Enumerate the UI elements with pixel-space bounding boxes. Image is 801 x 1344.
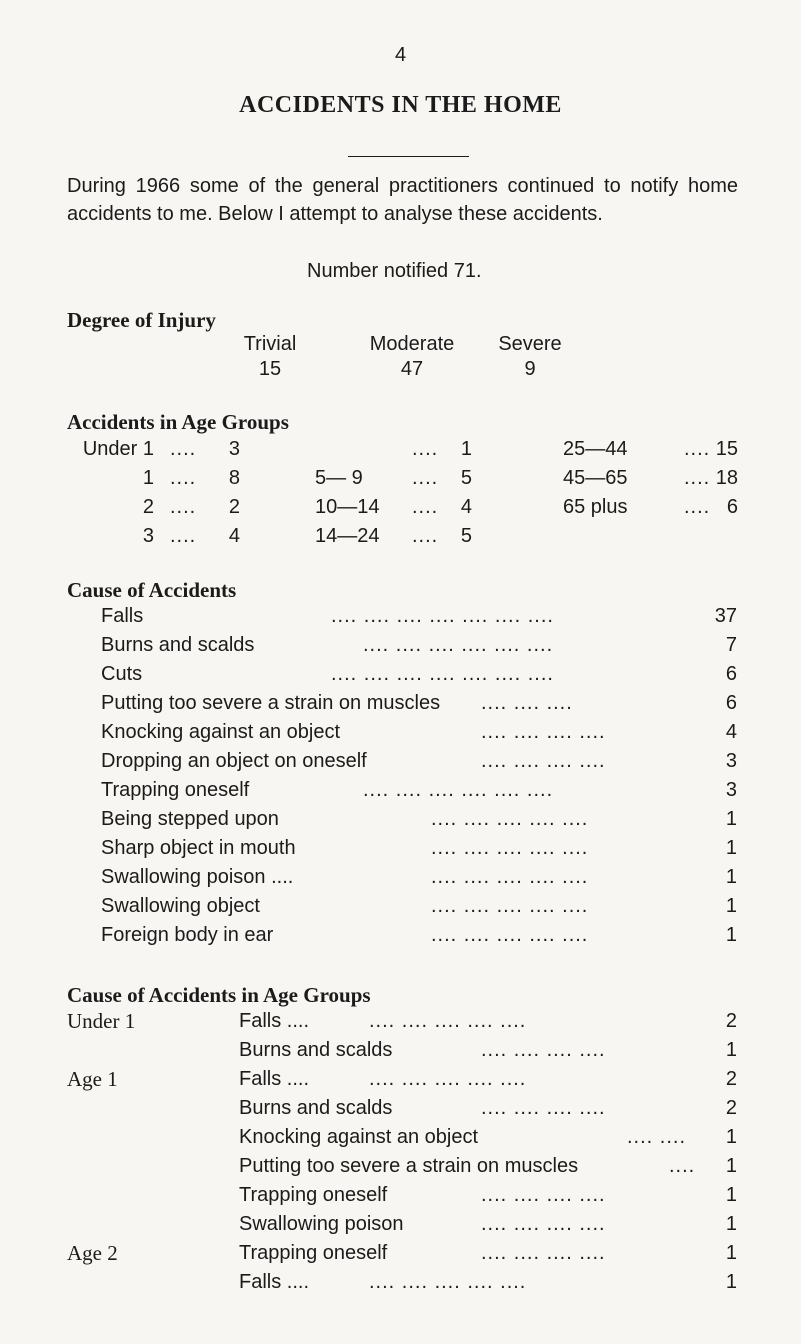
age-group-label: Age 1 bbox=[67, 1067, 118, 1091]
cause-value: 1 bbox=[725, 895, 737, 917]
age-cause-value: 1 bbox=[725, 1271, 737, 1293]
degree-trivial-value: 15 bbox=[258, 358, 282, 380]
degree-severe-label: Severe bbox=[498, 333, 562, 355]
age-cause-row bbox=[239, 1039, 737, 1067]
age-cause-value: 1 bbox=[725, 1155, 737, 1177]
age-cause-value: 1 bbox=[725, 1242, 737, 1264]
age-cause-dots: .... .... .... .... .... bbox=[369, 1271, 527, 1293]
number-notified: Number notified 71. bbox=[307, 260, 482, 282]
cause-label: Swallowing poison .... bbox=[101, 866, 294, 888]
degree-heading: Degree of Injury bbox=[67, 308, 216, 332]
age-cause-dots: .... bbox=[669, 1155, 696, 1177]
degree-trivial-label: Trivial bbox=[243, 333, 297, 355]
age-cause-label: Swallowing poison bbox=[239, 1213, 404, 1235]
cause-dots: .... .... .... .... .... bbox=[431, 866, 589, 888]
age-label: 25—44 bbox=[563, 438, 628, 460]
age-label: 45—65 bbox=[563, 467, 628, 489]
cause-value: 7 bbox=[725, 634, 737, 656]
age-label: 10—14 bbox=[315, 496, 380, 518]
age-cause-value: 2 bbox=[725, 1097, 737, 1119]
age-value: 3 bbox=[228, 438, 240, 460]
age-value: 1 bbox=[460, 438, 472, 460]
cause-row bbox=[101, 779, 737, 807]
cause-value: 37 bbox=[714, 605, 737, 627]
degree-moderate-label: Moderate bbox=[369, 333, 455, 355]
cause-dots: .... .... .... .... bbox=[481, 750, 606, 772]
age-cause-row bbox=[239, 1068, 737, 1096]
age-cause-label: Trapping oneself bbox=[239, 1184, 388, 1206]
cause-label: Dropping an object on oneself bbox=[101, 750, 367, 772]
age-value: 18 bbox=[715, 467, 738, 489]
cause-dots: .... .... .... .... .... bbox=[431, 837, 589, 859]
cause-row bbox=[101, 808, 737, 836]
cause-row bbox=[101, 924, 737, 952]
age-label: 1 bbox=[142, 467, 154, 489]
cause-label: Swallowing object bbox=[101, 895, 260, 917]
cause-row bbox=[101, 634, 737, 662]
age-cause-row bbox=[239, 1213, 737, 1241]
age-cause-dots: .... .... .... .... bbox=[481, 1097, 606, 1119]
cause-row bbox=[101, 663, 737, 691]
causes-by-age-heading: Cause of Accidents in Age Groups bbox=[67, 983, 371, 1007]
age-dots: .... bbox=[170, 438, 197, 460]
age-cause-label: Putting too severe a strain on muscles bbox=[239, 1155, 579, 1177]
age-cause-row bbox=[239, 1010, 737, 1038]
page-number: 4 bbox=[394, 44, 407, 66]
age-cause-dots: .... .... .... .... bbox=[481, 1184, 606, 1206]
age-dots: .... bbox=[684, 438, 711, 460]
cause-value: 1 bbox=[725, 924, 737, 946]
age-cause-value: 1 bbox=[725, 1039, 737, 1061]
cause-dots: .... .... .... .... .... bbox=[431, 895, 589, 917]
age-cause-row bbox=[239, 1097, 737, 1125]
cause-value: 3 bbox=[725, 750, 737, 772]
cause-label: Knocking against an object bbox=[101, 721, 341, 743]
age-cause-label: Knocking against an object bbox=[239, 1126, 479, 1148]
cause-dots: .... .... .... .... .... bbox=[431, 808, 589, 830]
cause-dots: .... .... .... .... bbox=[481, 721, 606, 743]
age-label: 65 plus bbox=[563, 496, 628, 518]
cause-label: Cuts bbox=[101, 663, 143, 685]
age-cause-row bbox=[239, 1126, 737, 1154]
age-label: 14—24 bbox=[315, 525, 380, 547]
age-label: 3 bbox=[142, 525, 154, 547]
age-cause-value: 2 bbox=[725, 1010, 737, 1032]
cause-row bbox=[101, 895, 737, 923]
age-dots: .... bbox=[170, 467, 197, 489]
age-label: Under 1 bbox=[82, 438, 154, 460]
cause-label: Burns and scalds bbox=[101, 634, 255, 656]
age-value: 2 bbox=[228, 496, 240, 518]
page-title: ACCIDENTS IN THE HOME bbox=[239, 92, 562, 118]
cause-row bbox=[101, 721, 737, 749]
age-cause-dots: .... .... .... .... bbox=[481, 1242, 606, 1264]
cause-row bbox=[101, 692, 737, 720]
cause-row bbox=[101, 866, 737, 894]
age-value: 8 bbox=[228, 467, 240, 489]
age-cause-row bbox=[239, 1271, 737, 1299]
cause-row bbox=[101, 605, 737, 633]
cause-dots: .... .... .... .... .... .... bbox=[363, 634, 554, 656]
age-value: 4 bbox=[460, 496, 472, 518]
causes-heading: Cause of Accidents bbox=[67, 578, 237, 602]
age-cause-value: 1 bbox=[725, 1213, 737, 1235]
cause-label: Trapping oneself bbox=[101, 779, 250, 801]
age-dots: .... bbox=[684, 467, 711, 489]
cause-value: 6 bbox=[725, 692, 737, 714]
age-dots: .... bbox=[170, 496, 197, 518]
age-group-label: Under 1 bbox=[67, 1009, 136, 1033]
age-dots: .... bbox=[170, 525, 197, 547]
cause-value: 6 bbox=[725, 663, 737, 685]
age-groups-heading: Accidents in Age Groups bbox=[67, 410, 289, 434]
age-group-label: Age 2 bbox=[67, 1241, 118, 1265]
age-value: 15 bbox=[715, 438, 738, 460]
degree-moderate-value: 47 bbox=[400, 358, 424, 380]
cause-dots: .... .... .... bbox=[481, 692, 573, 714]
cause-label: Falls bbox=[101, 605, 144, 627]
cause-value: 4 bbox=[725, 721, 737, 743]
age-cause-row bbox=[239, 1155, 737, 1183]
age-cause-row bbox=[239, 1242, 737, 1270]
intro-paragraph: During 1966 some of the general practitioners continued to notify home accidents to me. Below I attempt to analyse these accidents. bbox=[67, 175, 738, 225]
age-cause-row bbox=[239, 1184, 737, 1212]
cause-value: 3 bbox=[725, 779, 737, 801]
age-cause-label: Falls .... bbox=[239, 1068, 310, 1090]
age-cause-dots: .... .... .... .... bbox=[481, 1213, 606, 1235]
age-cause-dots: .... .... .... .... .... bbox=[369, 1068, 527, 1090]
age-cause-label: Falls .... bbox=[239, 1271, 310, 1293]
title-divider bbox=[348, 156, 469, 157]
cause-value: 1 bbox=[725, 808, 737, 830]
age-dots: .... bbox=[684, 496, 711, 518]
cause-row bbox=[101, 837, 737, 865]
age-cause-label: Burns and scalds bbox=[239, 1039, 393, 1061]
cause-dots: .... .... .... .... .... bbox=[431, 924, 589, 946]
age-dots: .... bbox=[412, 496, 439, 518]
cause-value: 1 bbox=[725, 866, 737, 888]
age-cause-label: Burns and scalds bbox=[239, 1097, 393, 1119]
cause-label: Sharp object in mouth bbox=[101, 837, 296, 859]
age-label: 2 bbox=[142, 496, 154, 518]
age-cause-dots: .... .... .... .... bbox=[481, 1039, 606, 1061]
degree-severe-value: 9 bbox=[524, 358, 536, 380]
cause-value: 1 bbox=[725, 837, 737, 859]
age-value: 6 bbox=[726, 496, 738, 518]
age-cause-value: 2 bbox=[725, 1068, 737, 1090]
cause-label: Being stepped upon bbox=[101, 808, 279, 830]
age-dots: .... bbox=[412, 467, 439, 489]
age-cause-label: Trapping oneself bbox=[239, 1242, 388, 1264]
cause-label: Putting too severe a strain on muscles bbox=[101, 692, 441, 714]
age-value: 4 bbox=[228, 525, 240, 547]
age-value: 5 bbox=[460, 525, 472, 547]
cause-dots: .... .... .... .... .... .... .... bbox=[331, 605, 554, 627]
cause-row bbox=[101, 750, 737, 778]
age-dots: .... bbox=[412, 438, 439, 460]
age-cause-dots: .... .... bbox=[627, 1126, 687, 1148]
age-cause-value: 1 bbox=[725, 1126, 737, 1148]
age-label: 5— 9 bbox=[315, 467, 363, 489]
age-value: 5 bbox=[460, 467, 472, 489]
cause-dots: .... .... .... .... .... .... .... bbox=[331, 663, 554, 685]
age-dots: .... bbox=[412, 525, 439, 547]
age-cause-value: 1 bbox=[725, 1184, 737, 1206]
age-cause-dots: .... .... .... .... .... bbox=[369, 1010, 527, 1032]
age-cause-label: Falls .... bbox=[239, 1010, 310, 1032]
cause-label: Foreign body in ear bbox=[101, 924, 274, 946]
cause-dots: .... .... .... .... .... .... bbox=[363, 779, 554, 801]
